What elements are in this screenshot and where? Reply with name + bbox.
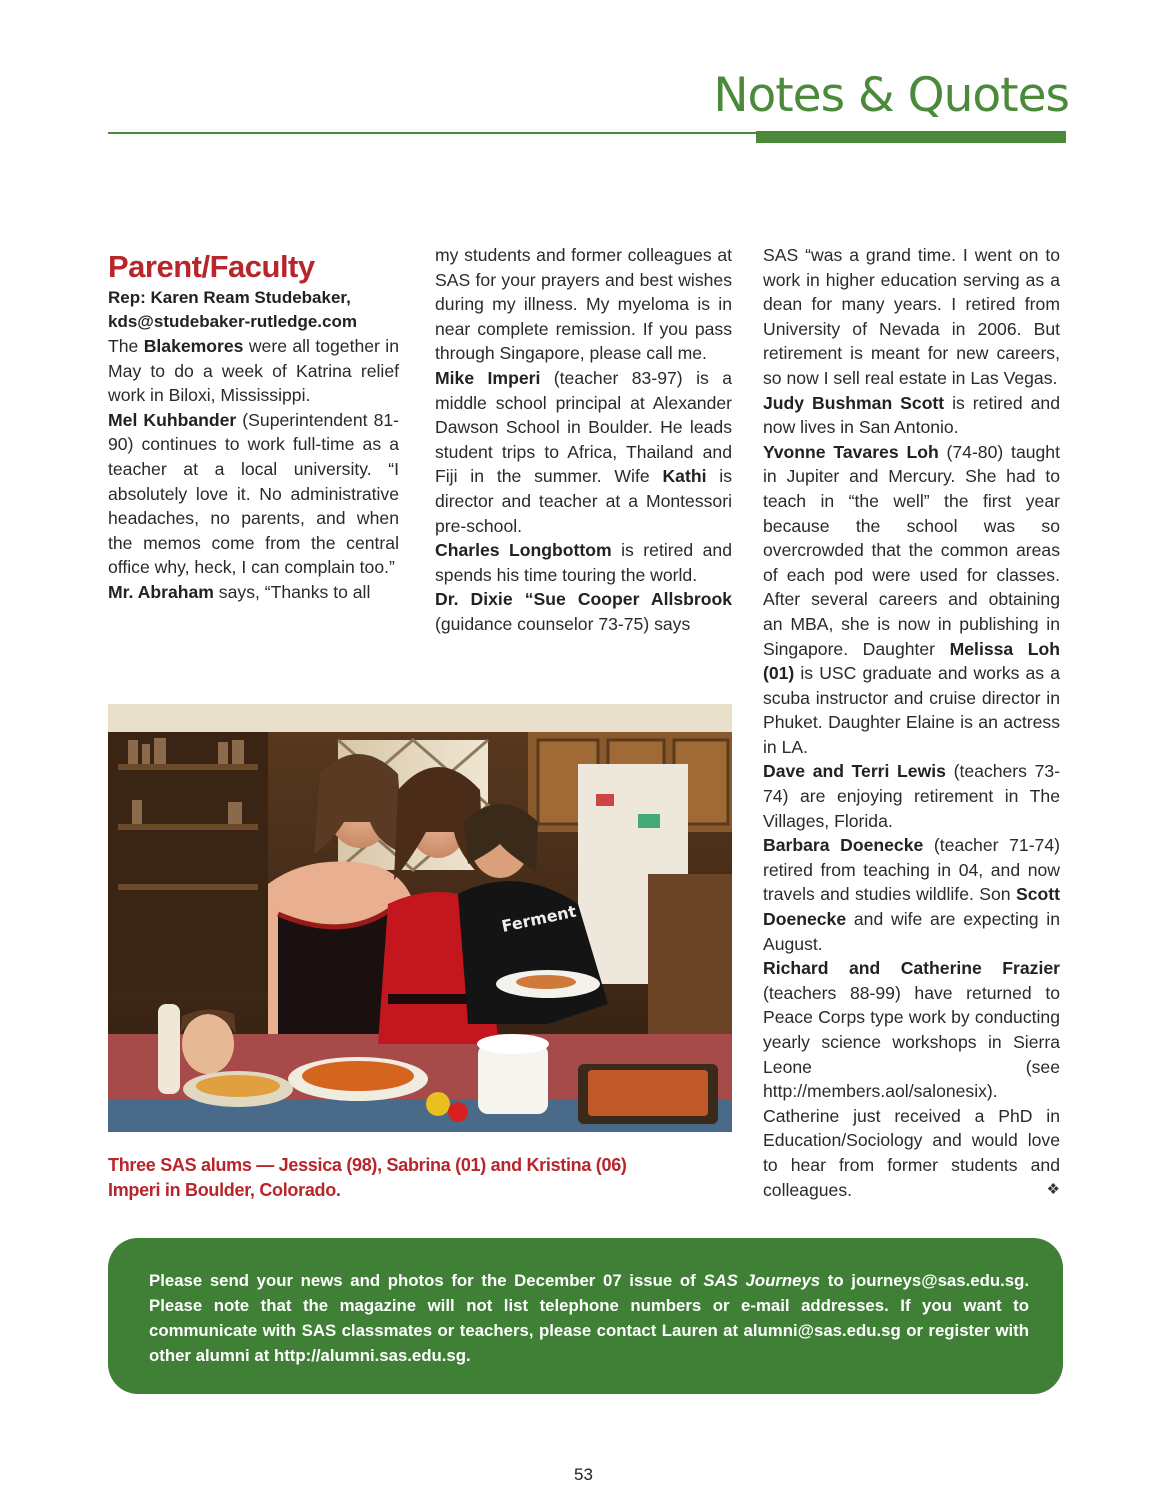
note-kuhbander xyxy=(108,408,399,580)
note-text: says, “Thanks to all xyxy=(213,581,371,602)
note-abraham xyxy=(108,580,399,605)
note-lewis xyxy=(763,759,1060,833)
note-name: Scott Doenecke xyxy=(763,884,1060,930)
note-text: is director and teacher at a Montessori pre-school. xyxy=(435,466,732,536)
note-name: Judy Bushman Scott xyxy=(763,392,945,413)
magazine-name: SAS Journeys xyxy=(703,1271,821,1290)
column-1 xyxy=(108,250,399,605)
rep-name: Rep: Karen Ream Studebaker, xyxy=(108,288,351,307)
header-rule-thick xyxy=(756,131,1066,143)
end-of-article-icon: ❖ xyxy=(1046,1180,1060,1198)
note-name: Dr. Dixie “Sue Cooper Allsbrook xyxy=(435,589,732,610)
note-allsbrook-cont: SAS “was a grand time. I went on to work in higher education serving as a dean for many years. I retired from University of Nevada in 2006. But retirement is meant for new careers, so now I sell real estate in Las Vegas. xyxy=(763,245,1060,388)
note-text: (teachers 88-99) have returned to Peace Corps type work by conducting yearly science workshops in Sierra Leone (see http://members.aol/salonesix). Catherine just received a PhD in Education/Sociology and would love to hear from former students and colleagues. xyxy=(763,982,1060,1200)
note-longbottom xyxy=(435,538,732,587)
column-3 xyxy=(763,243,1060,1202)
note-name: Melissa Loh (01) xyxy=(763,638,1060,684)
submission-notice-text xyxy=(149,1268,1029,1368)
note-name: Richard and Catherine Frazier xyxy=(763,958,1060,979)
note-imperi xyxy=(435,366,732,538)
note-name: Blakemores xyxy=(143,336,244,356)
note-frazier xyxy=(763,956,1060,1202)
note-abraham-cont: my students and former colleagues at SAS for your prayers and best wishes during my illness. My myeloma is in near complete remission. If you pass through Singapore, please call me. xyxy=(435,245,732,364)
note-text: is retired and now lives in San Antonio. xyxy=(763,392,1061,438)
note-text: (Superintendent 81-90) continues to work full-time as a teacher at a local university. “I absolutely love it. No administrative headaches, no parents, and when the memos come from the central office why, heck, I can complain too.” xyxy=(108,409,399,578)
note-blakemores xyxy=(108,334,399,408)
class-rep xyxy=(108,286,399,334)
section-heading: Parent/Faculty xyxy=(108,249,315,284)
note-name: Charles Longbottom xyxy=(435,540,612,561)
note-text: (74-80) taught in Jupiter and Mercury. She had to teach in “the well” the first year because the school was so overcrowded that the common areas of each pod were used for classes. After several careers and obtaining an MBA, she is now in publishing in Singapore. Daughter xyxy=(763,441,1060,659)
note-name: Mr. Abraham xyxy=(108,581,214,602)
header-rule-thin xyxy=(108,132,756,134)
caption-line-1: Three SAS alums — Jessica (98), Sabrina (01) and Kristina (06) xyxy=(108,1155,627,1175)
note-text: (teachers 73-74) are enjoying retirement in The Villages, Florida. xyxy=(763,761,1060,831)
page-number: 53 xyxy=(574,1465,593,1484)
note-text: is USC graduate and works as a scuba instructor and cruise director in Phuket. Daughter Elaine is an actress in LA. xyxy=(763,663,1060,757)
note-name: Mike Imperi xyxy=(435,367,541,388)
notice-text: Please send your news and photos for the December 07 issue of xyxy=(149,1271,704,1290)
note-text: is retired and spends his time touring the world. xyxy=(435,540,732,585)
note-scott xyxy=(763,391,1060,440)
note-text: (guidance counselor 73-75) says xyxy=(435,613,691,634)
note-text: (teacher 71-74) retired from teaching in 04, and now travels and studies wildlife. Son xyxy=(763,835,1060,905)
note-name: Kathi xyxy=(662,466,707,487)
note-name: Yvonne Tavares Loh xyxy=(763,441,939,462)
section-title: Notes & Quotes xyxy=(713,68,1069,123)
photo-imperi-sisters xyxy=(108,704,732,1132)
note-text: The xyxy=(108,336,144,356)
note-doenecke xyxy=(763,833,1060,956)
note-loh xyxy=(763,440,1060,760)
column-2 xyxy=(435,243,732,637)
note-text: and wife are expecting in August. xyxy=(763,909,1060,954)
note-text: (teacher 83-97) is a middle school principal at Alexander Dawson School in Boulder. He leads student trips to Africa, Thailand and Fiji in the summer. Wife xyxy=(435,367,732,487)
submission-notice-box xyxy=(108,1238,1063,1394)
photo-caption xyxy=(108,1153,748,1203)
rep-email: kds@studebaker-rutledge.com xyxy=(108,312,357,331)
note-text: were all together in May to do a week of Katrina relief work in Biloxi, Mississippi. xyxy=(108,336,399,406)
caption-line-2: Imperi in Boulder, Colorado. xyxy=(108,1180,341,1200)
note-allsbrook xyxy=(435,587,732,636)
notice-text: to journeys@sas.edu.sg. Please note that the magazine will not list telephone numbers or e-mail addresses. If you want to communicate with SAS classmates or teachers, please contact Lauren at alumni@sas.edu.sg or register with other alumni at http://alumni.sas.edu.sg. xyxy=(149,1271,1029,1365)
note-name: Dave and Terri Lewis xyxy=(763,761,946,782)
note-name: Barbara Doenecke xyxy=(763,835,924,856)
note-name: Mel Kuhbander xyxy=(108,409,237,430)
shirt-print: Ferment xyxy=(499,901,578,936)
